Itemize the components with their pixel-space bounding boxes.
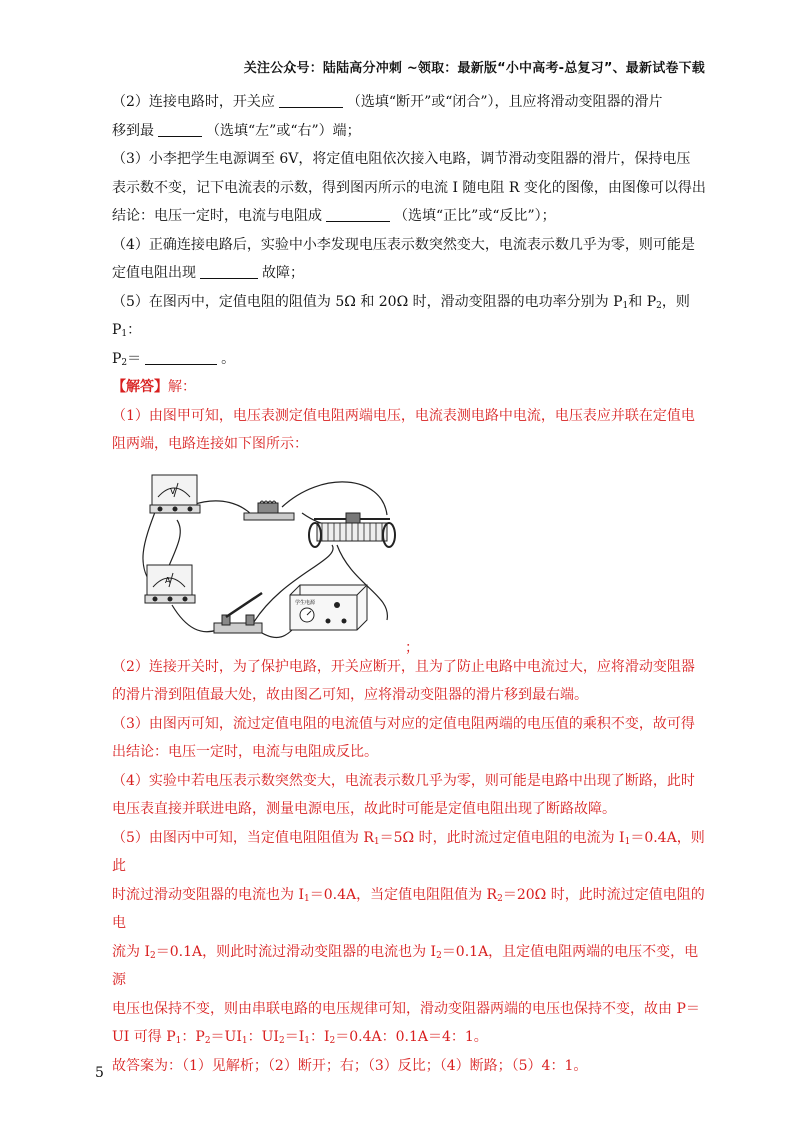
text: ＝0.1A，则此时流过滑动变阻器的电流也为 I xyxy=(155,943,437,960)
text: 定值电阻出现 xyxy=(112,265,196,281)
text: ＝20Ω 时，此时流过定值电阻的电 xyxy=(112,886,705,931)
text: ＝UI xyxy=(210,1029,242,1045)
subscript: 2 xyxy=(204,1036,211,1046)
subscript: 2 xyxy=(149,950,156,961)
subscript: 1 xyxy=(303,893,310,904)
text: 和 P xyxy=(628,293,657,310)
text: 电压也保持不变，则由串联电路的电压规律可知，滑动变阻器两端的电压也保持不变，故由 P＝ xyxy=(112,1000,700,1017)
text: 阻两端，电路连接如下图所示： xyxy=(112,436,308,452)
question-2 xyxy=(112,88,712,145)
subscript: 1 xyxy=(624,836,631,847)
subscript: 1 xyxy=(241,1036,248,1046)
text: 的滑片滑到阻值最大处，故由图乙可知，应将滑动变阻器的滑片移到最右端。 xyxy=(112,687,588,703)
text: ＝I xyxy=(284,1029,305,1045)
answer-blank xyxy=(326,207,390,222)
text: 流为 I xyxy=(112,943,150,960)
question-3 xyxy=(112,145,712,231)
text: （1）由图甲可知，电压表测定值电阻两端电压，电流表测电路中电流，电压表应并联在定值电 xyxy=(112,407,695,424)
answer-3 xyxy=(112,710,712,767)
circuit-diagram xyxy=(132,465,422,645)
text: ＝0.4A：0.1A＝4：1。 xyxy=(335,1029,488,1045)
question-5 xyxy=(112,288,712,374)
text: ：I xyxy=(309,1029,330,1045)
text: 时流过滑动变阻器的电流也为 I xyxy=(112,886,304,903)
answer-tag: 【解答】 xyxy=(112,379,168,395)
text: 移到最 xyxy=(112,122,154,139)
text: 表示数不变，记下电流表的示数，得到图丙所示的电流 I 随电阻 R 变化的图像，由图像可以得出 xyxy=(112,179,706,196)
answer-blank xyxy=(158,122,202,137)
subscript: 1 xyxy=(175,1036,182,1046)
subscript: 2 xyxy=(278,1036,285,1046)
answer-blank xyxy=(279,93,343,108)
answer-2 xyxy=(112,653,712,710)
text: 故障； xyxy=(262,265,304,281)
text: （2）连接电路时，开关应 xyxy=(112,94,275,110)
text: ＝0.1A，且定值电阻两端的电压不变，电源 xyxy=(112,943,699,988)
text: 电压表直接并联进电路，测量电源电压，故此时可能是定值电阻出现了断路故障。 xyxy=(112,801,616,817)
text: （选填“断开”或“闭合”），且应将滑动变阻器的滑片 xyxy=(346,94,663,110)
answer-blank xyxy=(200,264,258,279)
text: ＝0.4A，当定值电阻阻值为 R xyxy=(309,886,498,903)
subscript: 1 xyxy=(121,329,128,339)
subscript: 1 xyxy=(373,836,380,847)
text: ：P xyxy=(181,1029,205,1045)
question-4 xyxy=(112,231,712,288)
text: ＝5Ω 时，此时流过定值电阻的电流为 I xyxy=(379,829,625,846)
text: 解： xyxy=(168,379,196,395)
power-supply xyxy=(290,585,367,630)
text: ，则 P xyxy=(112,293,690,338)
answer-4 xyxy=(112,767,712,824)
subscript: 2 xyxy=(329,1036,336,1046)
answer-heading xyxy=(112,373,712,402)
switch xyxy=(214,593,262,633)
text: ：UI xyxy=(247,1029,279,1045)
subscript: 2 xyxy=(436,950,442,961)
document-body xyxy=(112,88,712,1080)
text: ： xyxy=(127,322,142,338)
subscript: 1 xyxy=(304,1036,310,1046)
text: 出结论：电压一定时，电流与电阻成反比。 xyxy=(112,744,378,760)
voltmeter xyxy=(150,475,200,513)
final-answer: 故答案为：（1）见解析；（2）断开；右；（3）反比；（4）断路；（5）4：1。 xyxy=(112,1057,588,1074)
ammeter xyxy=(145,565,195,603)
page-header: 关注公众号：陆陆高分冲刺 ~领取：最新版“小中高考-总复习”、最新试卷下载 xyxy=(243,61,705,76)
subscript: 2 xyxy=(121,357,128,368)
voltmeter-label: V xyxy=(170,486,176,496)
rheostat xyxy=(309,513,395,547)
text: （4）正确连接电路后，实验中小李发现电压表示数突然变大，电流表示数几乎为零，则可能是 xyxy=(112,236,695,253)
subscript: 2 xyxy=(656,300,662,311)
text: （选填“左”或“右”）端； xyxy=(206,122,361,139)
subscript: 1 xyxy=(622,300,629,311)
text: ＝0.4A，则此 xyxy=(112,829,705,874)
text: 。 xyxy=(221,350,236,367)
answer-1 xyxy=(112,402,712,459)
text: 结论：电压一定时，电流与电阻成 xyxy=(112,208,322,224)
text: UI 可得 P xyxy=(112,1029,176,1045)
ammeter-label: A xyxy=(165,575,171,585)
page-number: 5 xyxy=(95,1065,104,1081)
power-supply-label: 学生电源 xyxy=(295,599,316,606)
text: P xyxy=(112,350,122,367)
answer-blank xyxy=(145,350,217,365)
answer-5 xyxy=(112,824,712,1052)
text: （2）连接开关时，为了保护电路，开关应断开，且为了防止电路中电流过大，应将滑动变阻器 xyxy=(112,658,695,675)
subscript: 2 xyxy=(497,893,503,904)
text: （3）由图丙可知，流过定值电阻的电流值与对应的定值电阻两端的电压值的乘积不变，故可得 xyxy=(112,715,695,732)
text: ＝ xyxy=(127,350,142,367)
text: （选填“正比”或“反比”）； xyxy=(394,208,556,224)
text: （5）在图丙中，定值电阻的阻值为 5Ω 和 20Ω 时，滑动变阻器的电功率分别为 P xyxy=(112,293,623,310)
text: （5）由图丙中可知，当定值电阻阻值为 R xyxy=(112,829,374,846)
text: （4）实验中若电压表示数突然变大，电流表示数几乎为零，则可能是电路中出现了断路，此时 xyxy=(112,772,695,789)
text: （3）小李把学生电源调至 6V，将定值电阻依次接入电路，调节滑动变阻器的滑片，保持电压 xyxy=(112,151,691,167)
diagram-semicolon: ； xyxy=(405,640,419,656)
